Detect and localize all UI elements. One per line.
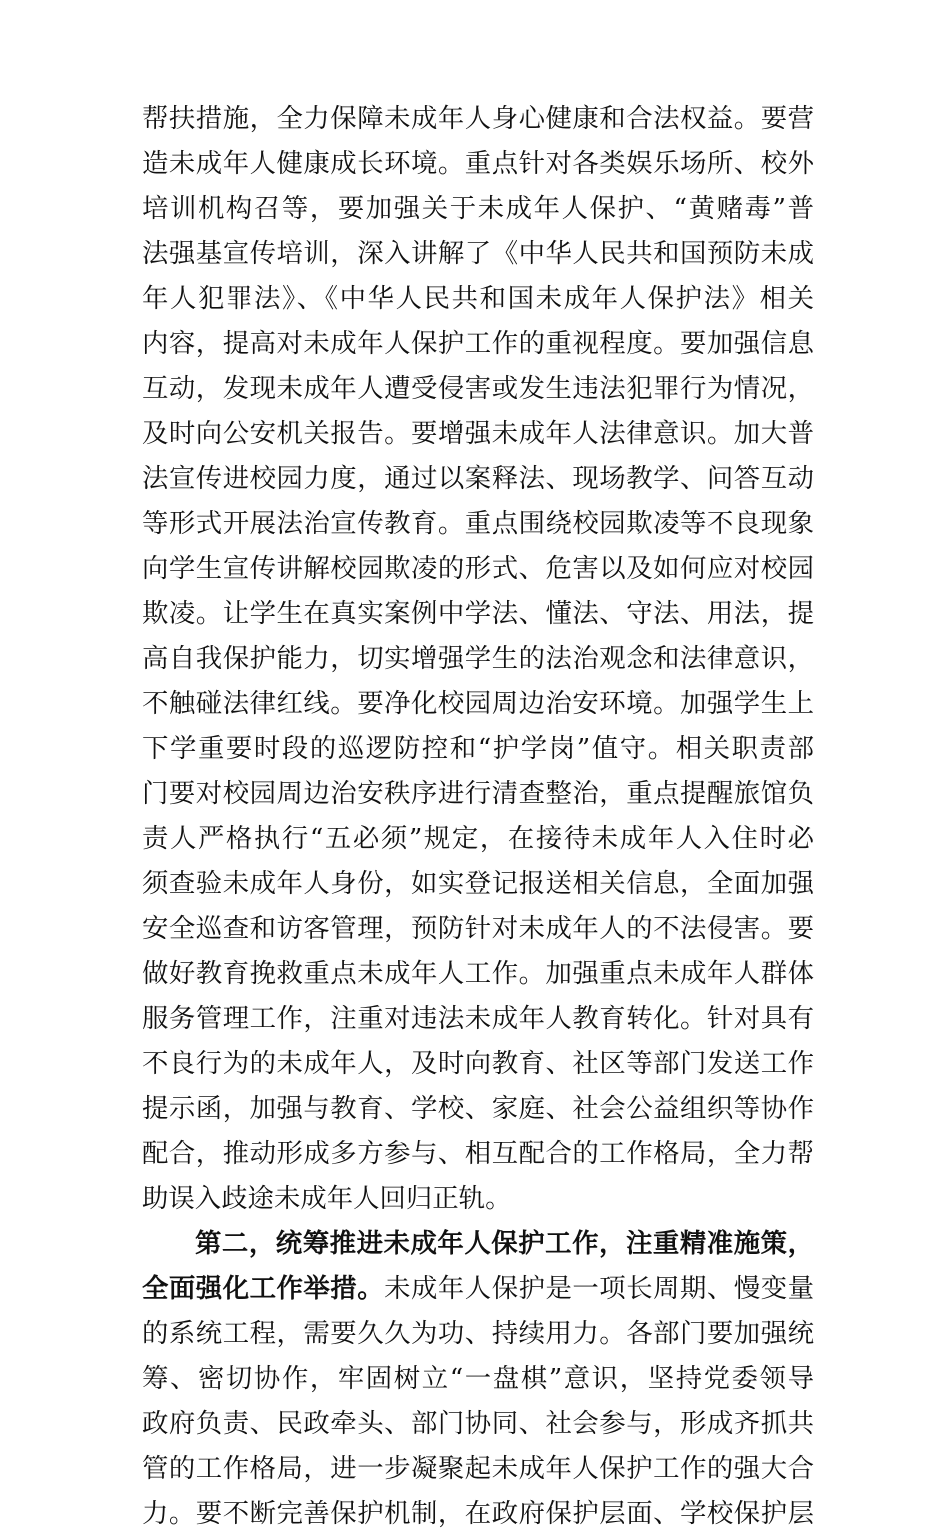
text-line: 提示函，加强与教育、学校、家庭、社会公益组织等协作 xyxy=(142,1093,814,1124)
text-line: 管的工作格局，进一步凝聚起未成年人保护工作的强大合 xyxy=(142,1453,814,1484)
text-line: 的系统工程，需要久久为功、持续用力。各部门要加强统 xyxy=(142,1318,814,1349)
paragraph-2 xyxy=(142,1221,814,1536)
text-line: 须查验未成年人身份，如实登记报送相关信息，全面加强 xyxy=(142,868,814,899)
text-line: 做好教育挽救重点未成年人工作。加强重点未成年人群体 xyxy=(142,958,814,989)
text-line: 助误入歧途未成年人回归正轨。 xyxy=(142,1183,512,1214)
text-line: 责人严格执行“五必须”规定，在接待未成年人入住时必 xyxy=(142,823,814,854)
text-line: 政府负责、民政牵头、部门协同、社会参与，形成齐抓共 xyxy=(142,1408,814,1439)
section-heading-end: 全面强化工作举措。 xyxy=(142,1273,385,1304)
text-line: 内容，提高对未成年人保护工作的重视程度。要加强信息 xyxy=(142,328,814,359)
text-line: 向学生宣传讲解校园欺凌的形式、危害以及如何应对校园 xyxy=(142,553,814,584)
text-line: 下学重要时段的巡逻防控和“护学岗”值守。相关职责部 xyxy=(142,733,814,764)
text-run: 未成年人保护是一项长周期、慢变量 xyxy=(384,1273,814,1304)
text-line: 互动，发现未成年人遭受侵害或发生违法犯罪行为情况， xyxy=(142,373,814,404)
text-line: 法强基宣传培训，深入讲解了《中华人民共和国预防未成 xyxy=(142,238,814,269)
text-line: 筹、密切协作，牢固树立“一盘棋”意识，坚持党委领导 xyxy=(142,1363,814,1394)
body-text xyxy=(142,96,814,1536)
text-line: 不触碰法律红线。要净化校园周边治安环境。加强学生上 xyxy=(142,688,814,719)
text-line: 不良行为的未成年人，及时向教育、社区等部门发送工作 xyxy=(142,1048,814,1079)
section-heading: 第二，统筹推进未成年人保护工作，注重精准施策， xyxy=(195,1228,814,1259)
text-line: 及时向公安机关报告。要增强未成年人法律意识。加大普 xyxy=(142,418,814,449)
text-line: 等形式开展法治宣传教育。重点围绕校园欺凌等不良现象 xyxy=(142,508,814,539)
text-line xyxy=(142,1266,814,1311)
text-line: 安全巡查和访客管理，预防针对未成年人的不法侵害。要 xyxy=(142,913,814,944)
text-line: 年人犯罪法》、《中华人民共和国未成年人保护法》相关 xyxy=(142,283,814,314)
text-line: 配合，推动形成多方参与、相互配合的工作格局，全力帮 xyxy=(142,1138,814,1169)
text-line: 法宣传进校园力度，通过以案释法、现场教学、问答互动 xyxy=(142,463,814,494)
text-line: 力。要不断完善保护机制，在政府保护层面、学校保护层 xyxy=(142,1498,814,1529)
text-line: 帮扶措施，全力保障未成年人身心健康和合法权益。要营 xyxy=(142,103,814,134)
text-line: 门要对校园周边治安秩序进行清查整治，重点提醒旅馆负 xyxy=(142,778,814,809)
text-line: 高自我保护能力，切实增强学生的法治观念和法律意识， xyxy=(142,643,814,674)
text-line: 培训机构召等，要加强关于未成年人保护、“黄赌毒”普 xyxy=(142,193,814,224)
text-line: 造未成年人健康成长环境。重点针对各类娱乐场所、校外 xyxy=(142,148,814,179)
text-line: 服务管理工作，注重对违法未成年人教育转化。针对具有 xyxy=(142,1003,814,1034)
paragraph-1 xyxy=(142,96,814,1221)
text-line: 欺凌。让学生在真实案例中学法、懂法、守法、用法，提 xyxy=(142,598,814,629)
